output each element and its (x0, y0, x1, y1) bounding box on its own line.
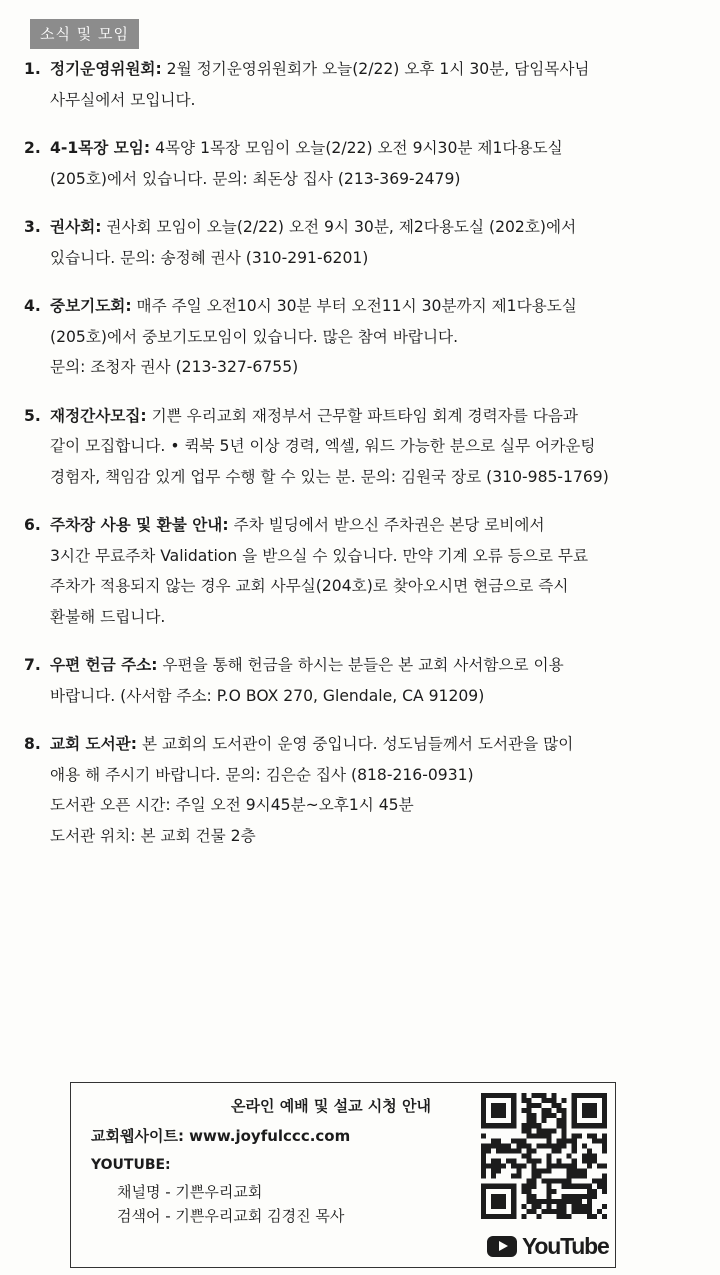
item-text: 사무실에서 모입니다. (50, 90, 196, 109)
item-line (50, 322, 694, 353)
item-text: 환불해 드립니다. (50, 607, 166, 626)
announcement-item (24, 650, 694, 711)
item-line (50, 212, 694, 243)
item-line (50, 291, 694, 322)
item-number: 1. (24, 60, 41, 78)
item-text: 경험자, 책임감 있게 업무 수행 할 수 있는 분. 문의: 김원국 장로 (310-985-1769) (50, 467, 609, 486)
announcement-item (24, 54, 694, 115)
item-title: 중보기도회: (50, 297, 132, 315)
website-link[interactable]: 교회웹사이트: www.joyfulccc.com (91, 1127, 351, 1145)
announcement-item (24, 291, 694, 383)
announcement-list (24, 54, 694, 869)
item-text: 같이 모집합니다. • 퀵북 5년 이상 경력, 엑셀, 워드 가능한 분으로 실무 어카운팅 (50, 437, 596, 455)
item-line (50, 243, 694, 274)
youtube-label: YOUTUBE: (91, 1157, 171, 1173)
item-text: 주차가 적용되지 않는 경우 교회 사무실(204호)로 찾아오시면 현금으로 즉시 (50, 577, 569, 595)
item-line (50, 401, 694, 432)
item-line (50, 602, 694, 633)
section-title: 소식 및 모임 (30, 19, 139, 49)
item-line (50, 133, 694, 164)
item-number: 8. (24, 735, 41, 753)
item-title: 주차장 사용 및 환불 안내: (50, 516, 229, 534)
item-line (50, 681, 694, 712)
announcement-item (24, 510, 694, 632)
item-text: 도서관 오픈 시간: 주일 오전 9시45분~오후1시 45분 (50, 796, 414, 814)
item-text: 매주 주일 오전10시 30분 부터 오전11시 30분까지 제1다용도실 (136, 297, 577, 315)
youtube-search-term: 검색어 - 기쁜우리교회 김경진 목사 (117, 1207, 345, 1225)
item-line (50, 352, 694, 383)
qr-code-icon[interactable] (481, 1093, 607, 1219)
item-number: 2. (24, 139, 41, 157)
item-text: (205호)에서 중보기도모임이 있습니다. 많은 참여 바랍니다. (50, 327, 459, 346)
item-number: 6. (24, 516, 41, 534)
item-line (50, 541, 694, 572)
announcement-item (24, 401, 694, 493)
item-text: 있습니다. 문의: 송정혜 권사 (310-291-6201) (50, 248, 369, 267)
item-title: 권사회: (50, 218, 102, 236)
item-title: 4-1목장 모임: (50, 139, 151, 157)
item-text: 3시간 무료주차 Validation 을 받으실 수 있습니다. 만약 기계 오류 등으로 무료 (50, 546, 589, 565)
item-line (50, 650, 694, 681)
item-text: 본 교회의 도서관이 운영 중입니다. 성도님들께서 도서관을 많이 (141, 735, 574, 753)
item-title: 재정간사모집: (50, 406, 147, 425)
youtube-logo-text: YouTube (522, 1233, 609, 1259)
youtube-logo (487, 1233, 609, 1260)
item-text: 애용 해 주시기 바랍니다. 문의: 김은순 집사 (818-216-0931) (50, 765, 474, 784)
item-text: 문의: 조청자 권사 (213-327-6755) (50, 358, 299, 376)
item-text: 4목양 1목장 모임이 오늘(2/22) 오전 9시30분 제1다용도실 (155, 139, 563, 157)
item-text: 기쁜 우리교회 재정부서 근무할 파트타임 회계 경력자를 다음과 (151, 406, 578, 425)
item-text: 주차 빌딩에서 받으신 주차권은 본당 로비에서 (233, 516, 545, 534)
item-line (50, 85, 694, 116)
item-title: 우편 헌금 주소: (50, 656, 158, 674)
online-worship-box (70, 1082, 616, 1268)
item-text: (205호)에서 있습니다. 문의: 최돈상 집사 (213-369-2479) (50, 169, 461, 188)
item-line (50, 821, 694, 852)
item-number: 4. (24, 297, 41, 315)
announcement-item (24, 729, 694, 851)
item-text: 2월 정기운영위원회가 오늘(2/22) 오후 1시 30분, 담임목사님 (166, 60, 590, 78)
youtube-play-icon (487, 1236, 517, 1257)
item-title: 교회 도서관: (50, 735, 137, 753)
item-text: 우편을 통해 헌금을 하시는 분들은 본 교회 사서함으로 이용 (162, 656, 564, 674)
item-line (50, 54, 694, 85)
item-line (50, 571, 694, 602)
announcement-item (24, 133, 694, 194)
item-line (50, 790, 694, 821)
item-number: 7. (24, 656, 41, 674)
announcement-item (24, 212, 694, 273)
item-text: 바랍니다. (사서함 주소: P.O BOX 270, Glendale, CA 91209) (50, 686, 485, 705)
item-line (50, 729, 694, 760)
item-title: 정기운영위원회: (50, 60, 162, 78)
item-number: 5. (24, 406, 41, 425)
youtube-channel-name: 채널명 - 기쁜우리교회 (117, 1183, 263, 1201)
online-box-heading: 온라인 예배 및 설교 시청 안내 (231, 1097, 431, 1115)
item-line (50, 760, 694, 791)
item-line (50, 510, 694, 541)
item-number: 3. (24, 218, 41, 236)
item-line (50, 462, 694, 493)
item-line (50, 164, 694, 195)
item-text: 도서관 위치: 본 교회 건물 2층 (50, 826, 256, 845)
item-line (50, 431, 694, 462)
item-text: 권사회 모임이 오늘(2/22) 오전 9시 30분, 제2다용도실 (202호)에서 (106, 218, 577, 236)
